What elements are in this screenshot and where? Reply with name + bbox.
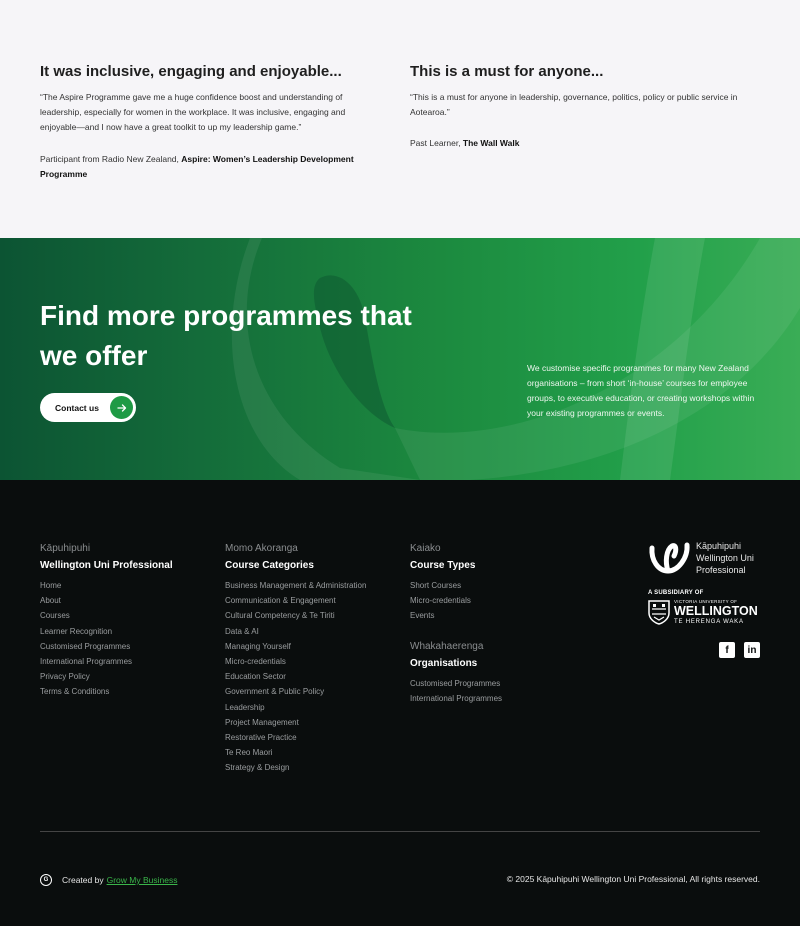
testimonials-section	[0, 0, 800, 238]
footer-column-about	[40, 542, 173, 700]
footer-eyebrow: Whakahaerenga	[410, 640, 484, 652]
footer-link-category[interactable]: Cultural Competency & Te Tiriti	[225, 611, 335, 621]
footer-link-category[interactable]: Micro-credentials	[225, 657, 286, 667]
footer-group-organisations	[410, 640, 502, 706]
brand-name-line: Kāpuhipuhi	[696, 541, 742, 551]
footer-link-customised-programmes[interactable]: Customised Programmes	[40, 641, 131, 651]
grow-my-business-icon: G	[40, 874, 52, 886]
arrow-right-icon	[110, 396, 133, 419]
copyright: © 2025 Kāpuhipuhi Wellington Uni Professional, All rights reserved.	[506, 874, 760, 884]
footer-link-customised-programmes[interactable]: Customised Programmes	[410, 678, 501, 688]
footer-link-terms[interactable]: Terms & Conditions	[40, 687, 110, 697]
footer-link-learner-recognition[interactable]: Learner Recognition	[40, 626, 113, 636]
footer-link-category[interactable]: Education Sector	[225, 672, 286, 682]
footer-brand	[648, 540, 760, 626]
footer-heading: Course Categories	[225, 560, 314, 571]
linkedin-icon[interactable]: in	[744, 642, 760, 658]
grow-my-business-link[interactable]: Grow My Business	[106, 875, 178, 885]
footer-link-privacy-policy[interactable]: Privacy Policy	[40, 672, 90, 682]
footer-column-types	[410, 542, 502, 706]
footer-divider	[40, 831, 760, 832]
footer-link-category[interactable]: Restorative Practice	[225, 733, 297, 743]
brand-name	[696, 540, 754, 576]
footer-link-category[interactable]: Strategy & Design	[225, 763, 290, 773]
contact-us-button[interactable]	[40, 393, 136, 422]
testimonial-attribution	[40, 152, 370, 182]
vuw-small-text: VICTORIA UNIVERSITY OF	[674, 599, 738, 604]
testimonial-quote: “The Aspire Programme gave me a huge confidence boost and understanding of leadership, especially for women in the workplace. It was inclusive, engaging and enjoyable—and I now have a great toolkit to up my leadership game.”	[40, 92, 346, 133]
attribution-programme: Aspire: Women’s Leadership Development Programme	[40, 153, 354, 179]
brand-logo-icon	[648, 540, 692, 576]
footer-link-short-courses[interactable]: Short Courses	[410, 581, 462, 590]
footer-heading: Organisations	[410, 657, 478, 669]
attribution-source: Participant from Radio New Zealand,	[40, 153, 182, 164]
footer-link-micro-credentials[interactable]: Micro-credentials	[410, 596, 471, 606]
footer-eyebrow: Momo Akoranga	[225, 543, 298, 554]
brand-name-line: Wellington Uni	[696, 553, 754, 563]
subsidiary-label: A SUBSIDIARY OF	[648, 590, 704, 596]
testimonial-card	[40, 63, 370, 182]
vuw-wordmark	[674, 599, 758, 626]
footer-heading: Course Types	[410, 560, 476, 571]
footer-eyebrow: Kāpuhipuhi	[40, 543, 91, 554]
footer-heading: Wellington Uni Professional	[40, 560, 173, 571]
footer-link-list	[410, 676, 502, 706]
created-by	[40, 874, 177, 886]
brand-logo[interactable]	[648, 540, 760, 576]
footer-link-category[interactable]: Project Management	[225, 717, 299, 727]
cta-banner	[0, 238, 800, 480]
footer-link-home[interactable]: Home	[40, 581, 62, 590]
footer-link-category[interactable]: Government & Public Policy	[225, 687, 325, 697]
attribution-source: Past Learner,	[410, 138, 463, 149]
facebook-icon[interactable]: f	[719, 642, 735, 658]
cta-description: We customise specific programmes for many New Zealand organisations – from short ‘in-house’ courses for employee groups, to executive education, or creating workshops within your existing programmes or events.	[527, 363, 755, 418]
footer-link-about[interactable]: About	[40, 596, 61, 606]
contact-us-label: Contact us	[55, 402, 99, 413]
footer-eyebrow: Kaiako	[410, 543, 441, 554]
footer-link-list	[225, 578, 366, 776]
vuw-big-text: WELLINGTON	[674, 604, 758, 618]
brand-name-line: Professional	[696, 565, 746, 575]
footer-link-list	[40, 578, 173, 700]
footer-link-category[interactable]: Te Reo Maori	[225, 748, 273, 758]
vuw-crest-icon	[648, 600, 670, 625]
vuw-maori-text: TE HERENGA WAKA	[674, 619, 744, 625]
testimonial-attribution	[410, 136, 760, 151]
created-by-label: Created by	[62, 875, 104, 885]
vuw-logo[interactable]	[648, 599, 760, 626]
attribution-programme: The Wall Walk	[462, 138, 520, 149]
footer-link-list	[410, 578, 502, 624]
footer-link-international-programmes[interactable]: International Programmes	[410, 693, 503, 703]
footer-link-category[interactable]: Communication & Engagement	[225, 596, 336, 606]
footer-link-category[interactable]: Leadership	[225, 702, 265, 712]
footer-link-events[interactable]: Events	[410, 611, 435, 621]
footer-link-category[interactable]: Managing Yourself	[225, 641, 291, 651]
footer-link-courses[interactable]: Courses	[40, 611, 70, 621]
testimonial-quote: “This is a must for anyone in leadership, governance, politics, policy or public service in Aotearoa.”	[410, 92, 738, 118]
footer-link-international-programmes[interactable]: International Programmes	[40, 657, 133, 667]
footer-column-categories	[225, 542, 366, 776]
footer-link-category[interactable]: Business Management & Administration	[225, 581, 367, 590]
social-links	[719, 642, 760, 658]
testimonial-title: It was inclusive, engaging and enjoyable...	[40, 63, 342, 80]
footer-link-category[interactable]: Data & AI	[225, 626, 259, 636]
testimonial-card	[410, 63, 760, 152]
site-footer	[0, 480, 800, 926]
testimonial-title: This is a must for anyone...	[410, 63, 604, 80]
cta-heading: Find more programmes that we offer	[40, 300, 412, 371]
